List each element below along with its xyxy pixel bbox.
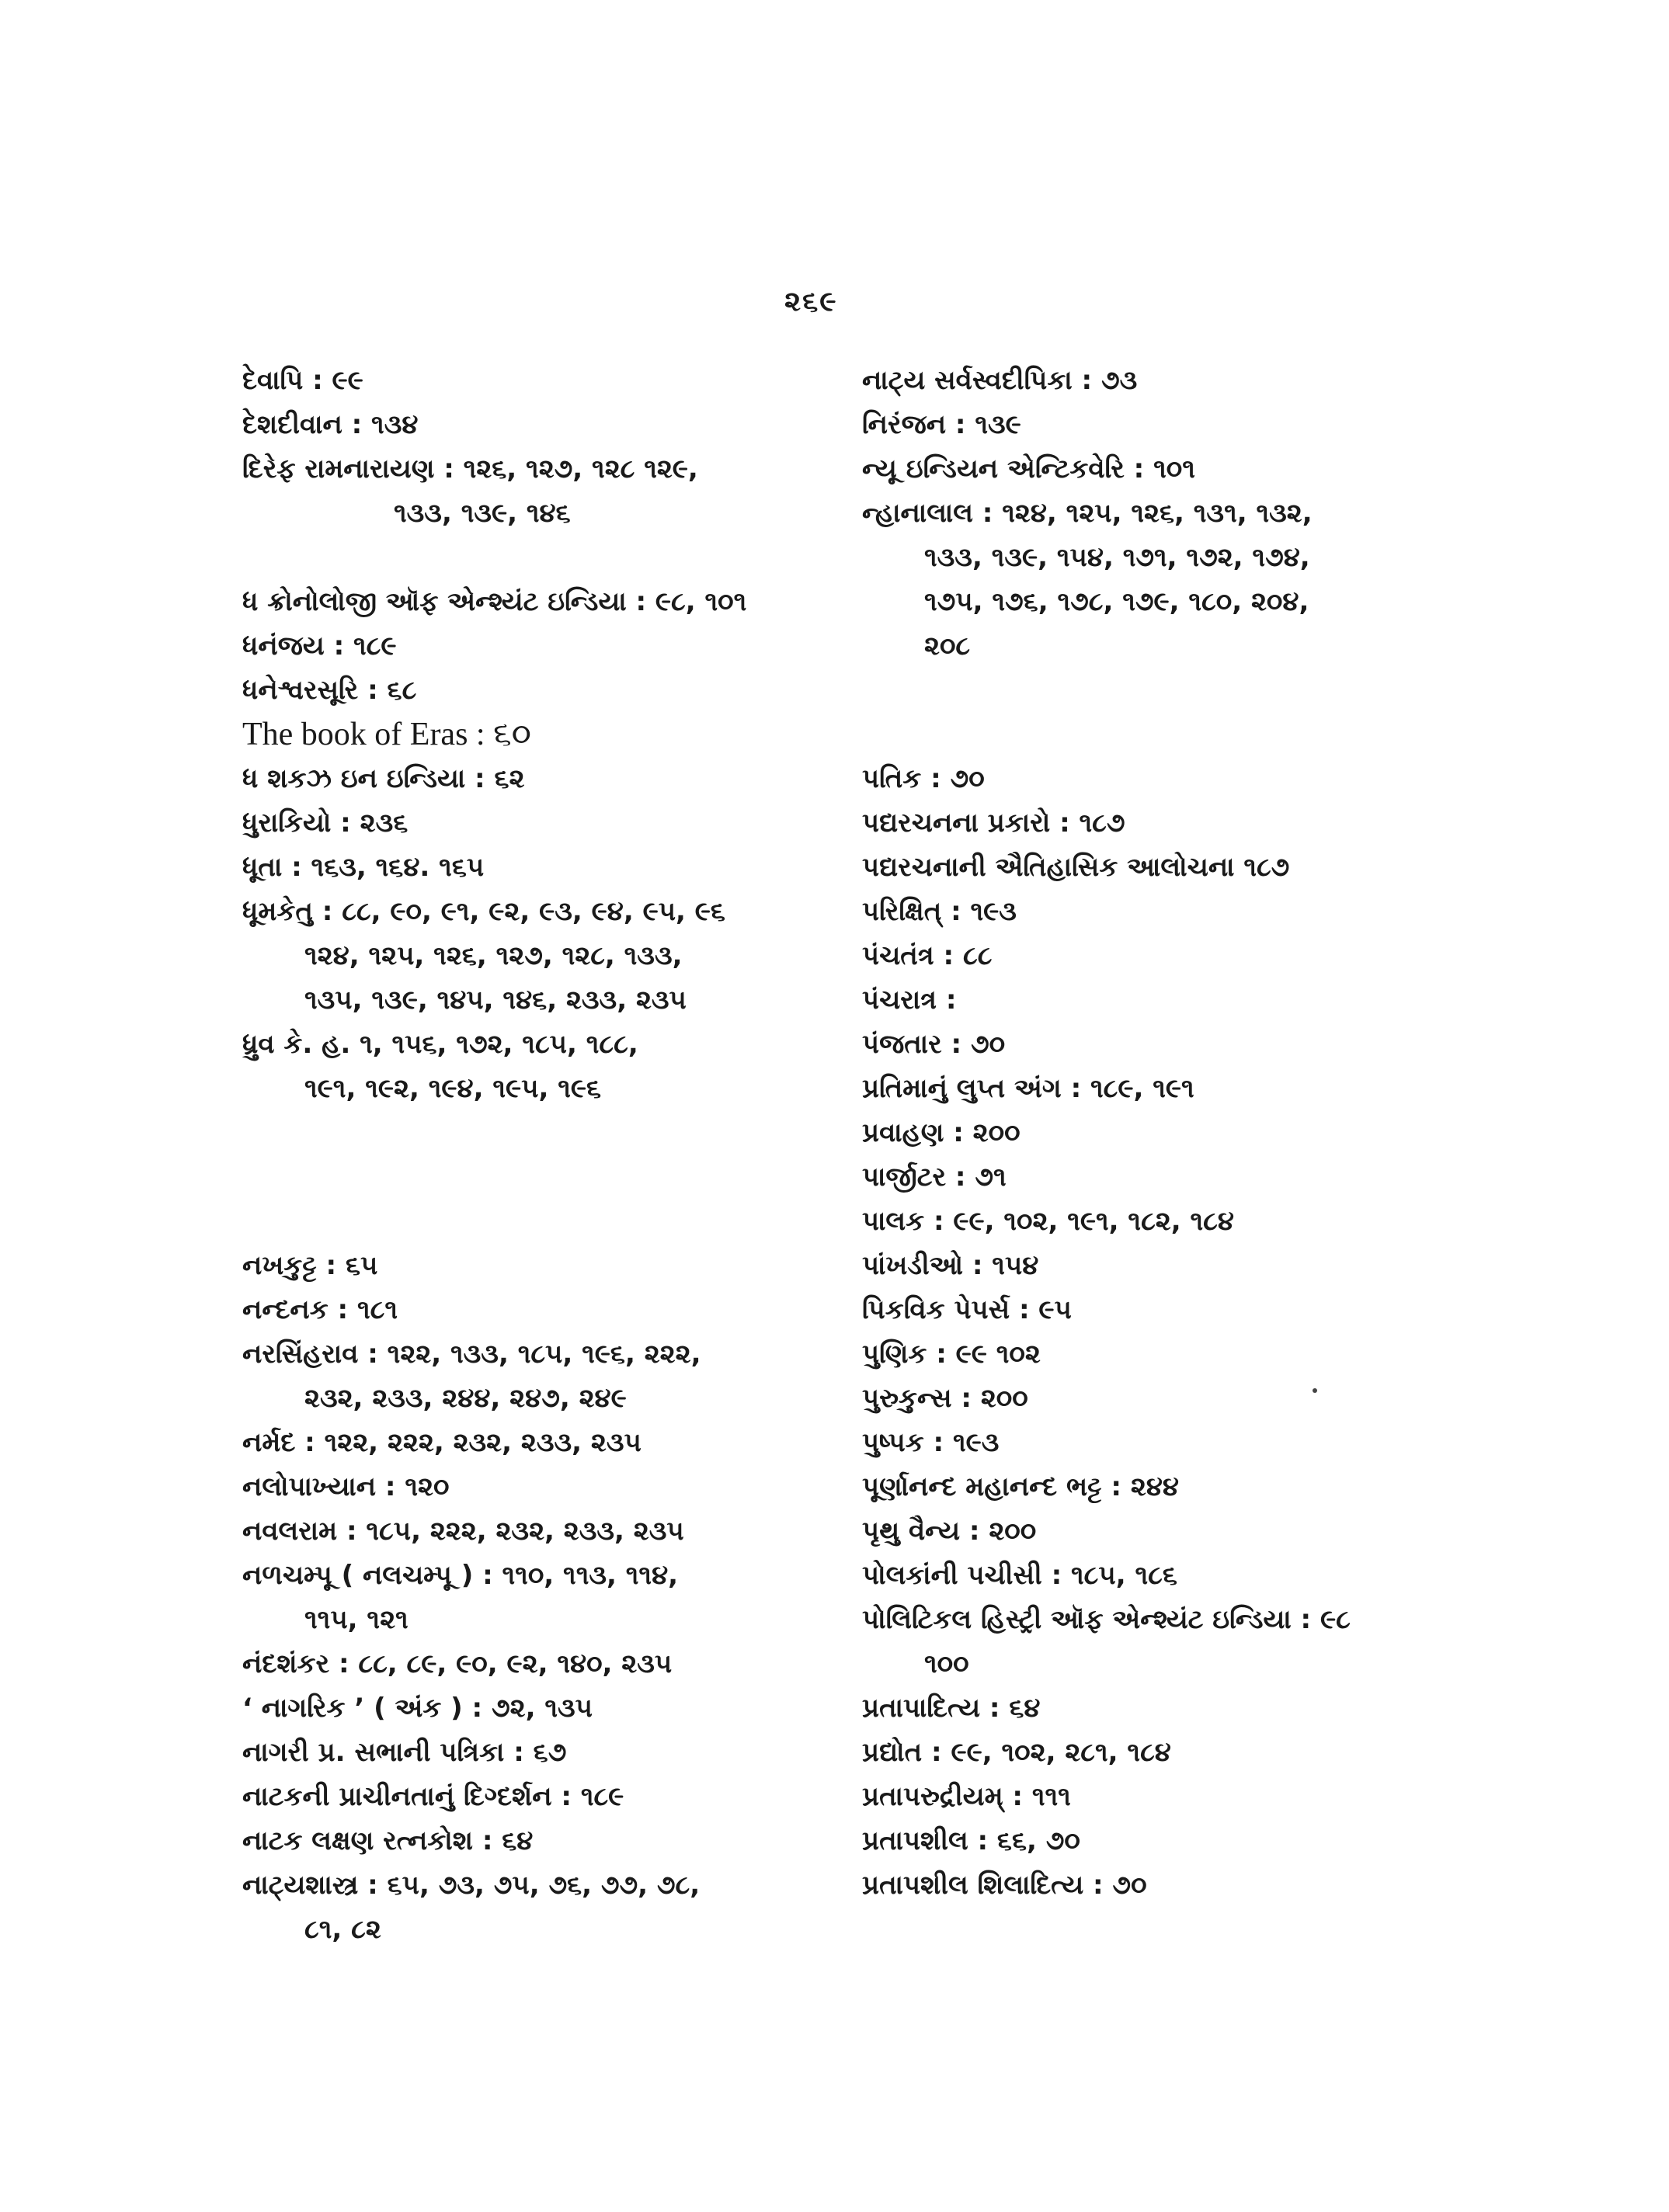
index-entry	[862, 1377, 1476, 1421]
index-entry-heading: નાટકની પ્રાચીનતાનું દિગ્દર્શન : ૧૮૯	[242, 1781, 624, 1812]
index-entry-continuation: ૮૧, ૮૨	[304, 1914, 381, 1945]
index-entry	[242, 447, 848, 536]
index-entry-heading: પંજતાર : ૭૦	[862, 1029, 1006, 1060]
index-entry	[242, 801, 848, 846]
index-entry-heading: પાલક : ૯૯, ૧૦૨, ૧૯૧, ૧૮૨, ૧૮૪	[862, 1206, 1234, 1237]
index-entry-continuation: ૧૯૧, ૧૯૨, ૧૯૪, ૧૯૫, ૧૯૬	[304, 1073, 602, 1104]
index-entry-heading: દેવાપિ : ૯૯	[242, 365, 363, 396]
index-gap	[242, 536, 848, 580]
index-entry-continuation: ૧૩૩, ૧૩૯, ૧૪૬	[394, 498, 571, 529]
index-entry	[242, 1509, 848, 1554]
index-entry	[862, 1023, 1476, 1067]
index-entry-heading: પાંખડીઓ : ૧૫૪	[862, 1250, 1039, 1281]
index-entry	[862, 934, 1476, 978]
index-entry-heading: ‘ નાગરિક ’ ( અંક ) : ૭૨, ૧૩૫	[242, 1693, 593, 1724]
index-entry-heading: નર્મદ : ૧૨૨, ૨૨૨, ૨૩૨, ૨૩૩, ૨૩૫	[242, 1427, 642, 1458]
index-entry-heading: પરિક્ષિત્ : ૧૯૩	[862, 896, 1017, 927]
index-entry-heading: ધનેશ્વરસૂરિ : ૬૮	[242, 675, 417, 706]
index-entry-continuation: ૧૦૦	[924, 1648, 969, 1679]
index-entry	[242, 757, 848, 801]
index-entry	[242, 1288, 848, 1332]
index-entry-heading: ન્યૂ ઇન્ડિયન એન્ટિકવેરિ : ૧૦૧	[862, 453, 1195, 484]
index-entry	[242, 846, 848, 890]
index-entry-heading: The book of Eras : ૬૦	[242, 717, 531, 752]
index-entry-continuation: ૧૭૫, ૧૭૬, ૧૭૮, ૧૭૯, ૧૮૦, ૨૦૪,	[924, 586, 1309, 617]
index-entry	[862, 1598, 1476, 1686]
index-entry-heading: પુષ્પક : ૧૯૩	[862, 1427, 1000, 1458]
index-entry	[242, 1819, 848, 1863]
index-entry-heading: પોલિટિકલ હિસ્ટ્રી ઑફ એન્શ્યંટ ઇન્ડિયા : ૯૮	[862, 1604, 1351, 1635]
index-entry	[242, 1421, 848, 1465]
index-entry-heading: પ્રદ્યોત : ૯૯, ૧૦૨, ૨૮૧, ૧૮૪	[862, 1737, 1171, 1768]
index-entry-heading: નાગરી પ્ર. સભાની પત્રિકા : ૬૭	[242, 1737, 567, 1768]
index-entry	[862, 1686, 1476, 1731]
index-entry-heading: પ્રતાપાદિત્ય : ૬૪	[862, 1693, 1041, 1724]
index-entry	[242, 890, 848, 1023]
index-entry	[242, 1731, 848, 1775]
index-entry-heading: ધનંજય : ૧૮૯	[242, 630, 397, 662]
page-number: ૨૬૯	[784, 286, 838, 318]
index-entry-heading: દેશદીવાન : ૧૩૪	[242, 409, 419, 440]
index-entry-heading: પુણિક : ૯૯ ૧૦૨	[862, 1339, 1041, 1370]
index-entry	[242, 1686, 848, 1731]
index-entry	[242, 1642, 848, 1686]
index-entry	[242, 1023, 848, 1111]
index-entry	[242, 713, 848, 757]
index-entry-heading: પ્રતાપશીલ શિલાદિત્ય : ૭૦	[862, 1870, 1147, 1901]
index-entry	[242, 624, 848, 668]
index-entry-continuation: ૧૩૩, ૧૩૯, ૧૫૪, ૧૭૧, ૧૭૨, ૧૭૪,	[924, 542, 1310, 573]
index-column-right	[862, 359, 1476, 1908]
index-entry-heading: પૃથુ વૈન્ય : ૨૦૦	[862, 1516, 1037, 1547]
index-entry-heading: દિરેફ રામનારાયણ : ૧૨૬, ૧૨૭, ૧૨૮ ૧૨૯,	[242, 453, 698, 484]
index-entry-heading: ન્હાનાલાલ : ૧૨૪, ૧૨૫, ૧૨૬, ૧૩૧, ૧૩૨,	[862, 498, 1313, 529]
index-entry	[242, 580, 848, 624]
index-gap	[242, 1111, 848, 1244]
index-entry-heading: પોલકાંની પચીસી : ૧૮૫, ૧૮૬	[862, 1560, 1177, 1591]
index-entry-heading: પ્રતાપશીલ : ૬૬, ૭૦	[862, 1825, 1080, 1856]
index-entry	[862, 1200, 1476, 1244]
index-entry-heading: ધ શકઝ ઇન ઇન્ડિયા : ૬૨	[242, 763, 525, 794]
index-entry-heading: ધૂતા : ૧૬૩, ૧૬૪. ૧૬૫	[242, 852, 485, 883]
index-entry	[242, 1554, 848, 1642]
index-entry	[242, 359, 848, 403]
index-entry	[862, 359, 1476, 403]
index-entry	[862, 1155, 1476, 1200]
index-entry	[862, 1863, 1476, 1908]
index-entry-heading: ધૂમકેતુ : ૮૮, ૯૦, ૯૧, ૯૨, ૯૩, ૯૪, ૯૫, ૯૬	[242, 896, 725, 927]
index-entry-continuation: ૨૦૮	[924, 630, 971, 662]
index-entry	[862, 1288, 1476, 1332]
index-entry-heading: પંચતંત્ર : ૮૮	[862, 940, 993, 971]
index-entry-heading: પદ્યરચનના પ્રકારો : ૧૮૭	[862, 807, 1125, 839]
index-entry	[862, 491, 1476, 668]
index-entry	[242, 1332, 848, 1421]
index-entry	[862, 1731, 1476, 1775]
index-entry-heading: ધ ક્રોનોલોજી ઑફ એન્શ્યંટ ઇન્ડિયા : ૯૮, ૧૦૧	[242, 586, 747, 617]
index-entry-continuation: ૨૩૨, ૨૩૩, ૨૪૪, ૨૪૭, ૨૪૯	[304, 1383, 627, 1414]
index-entry	[242, 1863, 848, 1952]
index-entry-heading: પ્રવાહણ : ૨૦૦	[862, 1117, 1021, 1148]
index-entry	[242, 668, 848, 713]
index-entry-heading: નખકુટ્ટ : ૬૫	[242, 1250, 378, 1281]
index-column-left	[242, 359, 848, 1952]
index-entry	[862, 1554, 1476, 1598]
index-entry-heading: નળચમ્પૂ ( નલચમ્પૂ ) : ૧૧૦, ૧૧૩, ૧૧૪,	[242, 1560, 679, 1591]
index-entry-heading: પૂર્ણાનન્દ મહાનન્દ ભટ્ટ : ૨૪૪	[862, 1471, 1179, 1502]
index-entry-heading: પંચરાત્ર :	[862, 984, 957, 1016]
index-entry	[862, 1465, 1476, 1509]
index-entry	[862, 890, 1476, 934]
index-entry-heading: ધુરાકિયો : ૨૩૬	[242, 807, 409, 839]
index-gap	[862, 668, 1476, 757]
index-entry	[242, 403, 848, 447]
index-entry-heading: ધ્રુવ કે. હ. ૧, ૧૫૬, ૧૭૨, ૧૮૫, ૧૮૮,	[242, 1029, 638, 1060]
index-entry	[862, 403, 1476, 447]
index-entry-heading: પુરુકુન્સ : ૨૦૦	[862, 1383, 1028, 1414]
index-entry-heading: નંદશંકર : ૮૮, ૮૯, ૯૦, ૯૨, ૧૪૦, ૨૩૫	[242, 1648, 673, 1679]
index-entry	[862, 846, 1476, 890]
index-entry-heading: પાર્જીટર : ૭૧	[862, 1162, 1007, 1193]
index-entry	[862, 1332, 1476, 1377]
index-entry-heading: નાટક લક્ષણ રત્નકોશ : ૬૪	[242, 1825, 534, 1856]
index-entry-heading: નન્દનક : ૧૮૧	[242, 1294, 398, 1325]
index-entry-heading: નરસિંહરાવ : ૧૨૨, ૧૩૩, ૧૮૫, ૧૯૬, ૨૨૨,	[242, 1339, 701, 1370]
index-entry-heading: પદ્યરચનાની ઐતિહાસિક આલોચના ૧૮૭	[862, 852, 1290, 883]
index-entry-continuation: ૧૩૫, ૧૩૯, ૧૪૫, ૧૪૬, ૨૩૩, ૨૩૫	[304, 984, 687, 1016]
index-entry	[242, 1244, 848, 1288]
index-entry	[862, 1067, 1476, 1111]
index-entry-heading: નિરંજન : ૧૩૯	[862, 409, 1021, 440]
index-entry	[862, 1421, 1476, 1465]
index-entry	[862, 1819, 1476, 1863]
index-entry-heading: પ્રતાપરુદ્રીયમ્ : ૧૧૧	[862, 1781, 1071, 1812]
index-entry-heading: પિકવિક પેપર્સ : ૯૫	[862, 1294, 1072, 1325]
index-entry	[242, 1775, 848, 1819]
index-entry	[862, 801, 1476, 846]
index-entry-continuation: ૧૨૪, ૧૨૫, ૧૨૬, ૧૨૭, ૧૨૮, ૧૩૩,	[304, 940, 683, 971]
index-entry-heading: નવલરામ : ૧૮૫, ૨૨૨, ૨૩૨, ૨૩૩, ૨૩૫	[242, 1516, 684, 1547]
index-entry	[242, 1465, 848, 1509]
index-entry	[862, 978, 1476, 1023]
index-entry-heading: પતિક : ૭૦	[862, 763, 985, 794]
index-entry-heading: નાટ્ય સર્વસ્વદીપિકા : ૭૩	[862, 365, 1138, 396]
index-entry	[862, 447, 1476, 491]
index-entry-heading: નાટ્યશાસ્ત્ર : ૬૫, ૭૩, ૭૫, ૭૬, ૭૭, ૭૮,	[242, 1870, 701, 1901]
index-entry-continuation: ૧૧૫, ૧૨૧	[304, 1604, 409, 1635]
index-entry	[862, 1244, 1476, 1288]
index-entry	[862, 1111, 1476, 1155]
index-entry-heading: પ્રતિમાનું લુપ્ત અંગ : ૧૮૯, ૧૯૧	[862, 1073, 1194, 1104]
index-entry-heading: નલોપાખ્યાન : ૧૨૦	[242, 1471, 450, 1502]
index-entry	[862, 1775, 1476, 1819]
print-speck	[1313, 1388, 1317, 1393]
index-entry	[862, 757, 1476, 801]
index-entry	[862, 1509, 1476, 1554]
